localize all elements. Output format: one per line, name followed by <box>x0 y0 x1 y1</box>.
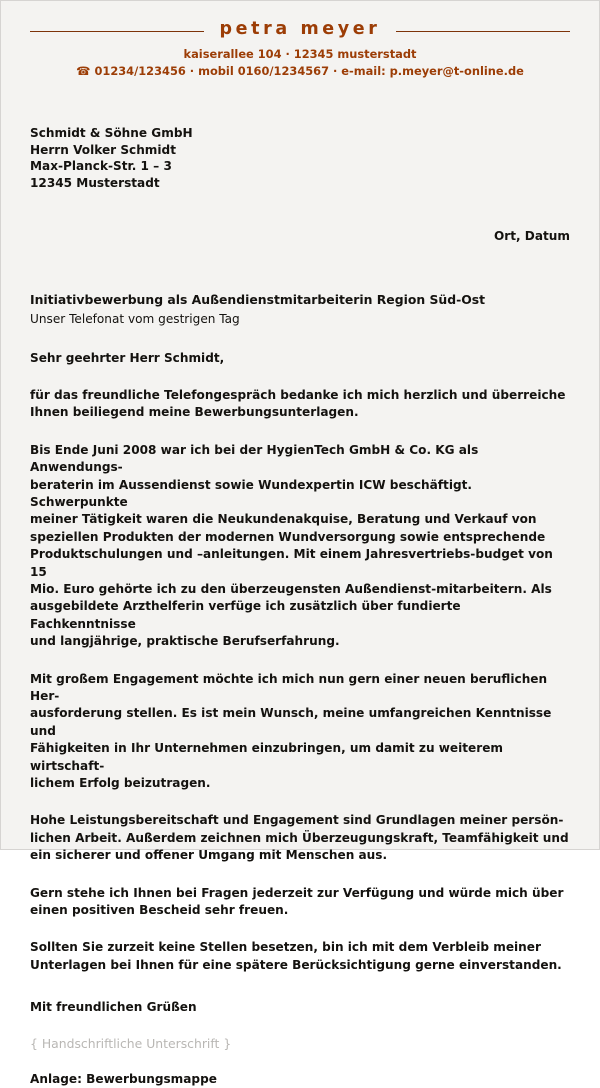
paragraph-line: für das freundliche Telefongespräch bedanke ich mich herzlich und überreiche <box>30 387 566 402</box>
paragraph-strengths <box>30 812 570 864</box>
paragraph-line: und langjährige, praktische Berufserfahrung. <box>30 634 340 649</box>
paragraph-availability <box>30 885 570 920</box>
paragraph-experience <box>30 442 570 651</box>
letterhead-rule-right <box>396 31 570 32</box>
paragraph-line: Hohe Leistungsbereitschaft und Engagement sind Grundlagen meiner persön- <box>30 813 564 828</box>
paragraph-line: beraterin im Aussendienst sowie Wundexpertin ICW beschäftigt. Schwerpunkte <box>30 477 477 509</box>
closing-phrase: Mit freundlichen Grüßen <box>30 1000 197 1015</box>
paragraph-line: Unterlagen bei Ihnen für eine spätere Berücksichtigung gerne einverstanden. <box>30 957 562 972</box>
paragraph-motivation <box>30 671 570 793</box>
paragraph-line: Ihnen beiliegend meine Bewerbungsunterlagen. <box>30 405 359 420</box>
sender-contact-text: 01234/123456 · mobil 0160/1234567 · e-mail: p.meyer@t-online.de <box>94 63 524 78</box>
paragraph-line: Fähigkeiten in Ihr Unternehmen einzubringen, um damit zu weiterem wirtschaft- <box>30 741 508 773</box>
paragraph-line: Gern stehe ich Ihnen bei Fragen jederzeit zur Verfügung und würde mich über <box>30 885 564 900</box>
subject-title: Initiativbewerbung als Außendienstmitarbeiterin Region Süd-Ost <box>30 291 486 307</box>
paragraph-retention <box>30 939 570 974</box>
signature-placeholder: { Handschriftliche Unterschrift } <box>30 1036 232 1052</box>
recipient-person: Herrn Volker Schmidt <box>30 142 176 157</box>
recipient-company: Schmidt & Söhne GmbH <box>30 126 193 141</box>
paragraph-intro <box>30 387 570 422</box>
enclosure-note: Anlage: Bewerbungsmappe <box>30 1072 217 1087</box>
letter-content <box>1 125 599 1088</box>
recipient-address-block <box>30 125 570 192</box>
letterhead-rule-left <box>30 31 204 32</box>
paragraph-line: Mio. Euro gehörte ich zu den überzeugensten Außendienst-mitarbeitern. Als <box>30 581 552 596</box>
body-paragraphs <box>30 387 570 974</box>
paragraph-line: Bis Ende Juni 2008 war ich bei der HygienTech GmbH & Co. KG als Anwendungs- <box>30 442 483 475</box>
paragraph-line: speziellen Produkten der modernen Wundversorgung sowie entsprechende <box>30 529 546 544</box>
telephone-icon: ☎ <box>76 63 91 78</box>
letterhead-name-row <box>1 21 599 39</box>
subject-block <box>30 291 570 328</box>
paragraph-line: Sollten Sie zurzeit keine Stellen besetzen, bin ich mit dem Verbleib meiner <box>30 940 541 955</box>
paragraph-line: Produktschulungen und –anleitungen. Mit einem Jahresvertriebs-budget von 15 <box>30 547 558 579</box>
paragraph-line: ein sicherer und offener Umgang mit Menschen aus. <box>30 848 388 863</box>
paragraph-line: ausforderung stellen. Es ist mein Wunsch, meine umfangreichen Kenntnisse und <box>30 706 556 738</box>
letterhead <box>1 1 599 79</box>
paragraph-line: lichem Erfolg beizutragen. <box>30 776 211 791</box>
recipient-city: 12345 Musterstadt <box>30 176 160 191</box>
sender-address: kaiserallee 104 · 12345 musterstadt <box>183 46 417 61</box>
sender-name: petra meyer <box>219 19 381 39</box>
subject-reference: Unser Telefonat vom gestrigen Tag <box>30 311 240 326</box>
paragraph-line: lichen Arbeit. Außerdem zeichnen mich Überzeugungskraft, Teamfähigkeit und <box>30 830 569 845</box>
paragraph-line: Mit großem Engagement möchte ich mich nun gern einer neuen beruflichen Her- <box>30 671 552 703</box>
paragraph-line: ausgebildete Arzthelferin verfüge ich zusätzlich über fundierte Fachkenntnisse <box>30 599 465 631</box>
date-line: Ort, Datum <box>493 228 570 243</box>
paragraph-line: meiner Tätigkeit waren die Neukundenakquise, Beratung und Verkauf von <box>30 512 537 527</box>
salutation: Sehr geehrter Herr Schmidt, <box>30 350 225 365</box>
sender-contact-line <box>1 63 599 79</box>
paragraph-line: einen positiven Bescheid sehr freuen. <box>30 903 289 918</box>
recipient-street: Max-Planck-Str. 1 – 3 <box>30 159 172 174</box>
letterhead-contact <box>1 46 599 80</box>
